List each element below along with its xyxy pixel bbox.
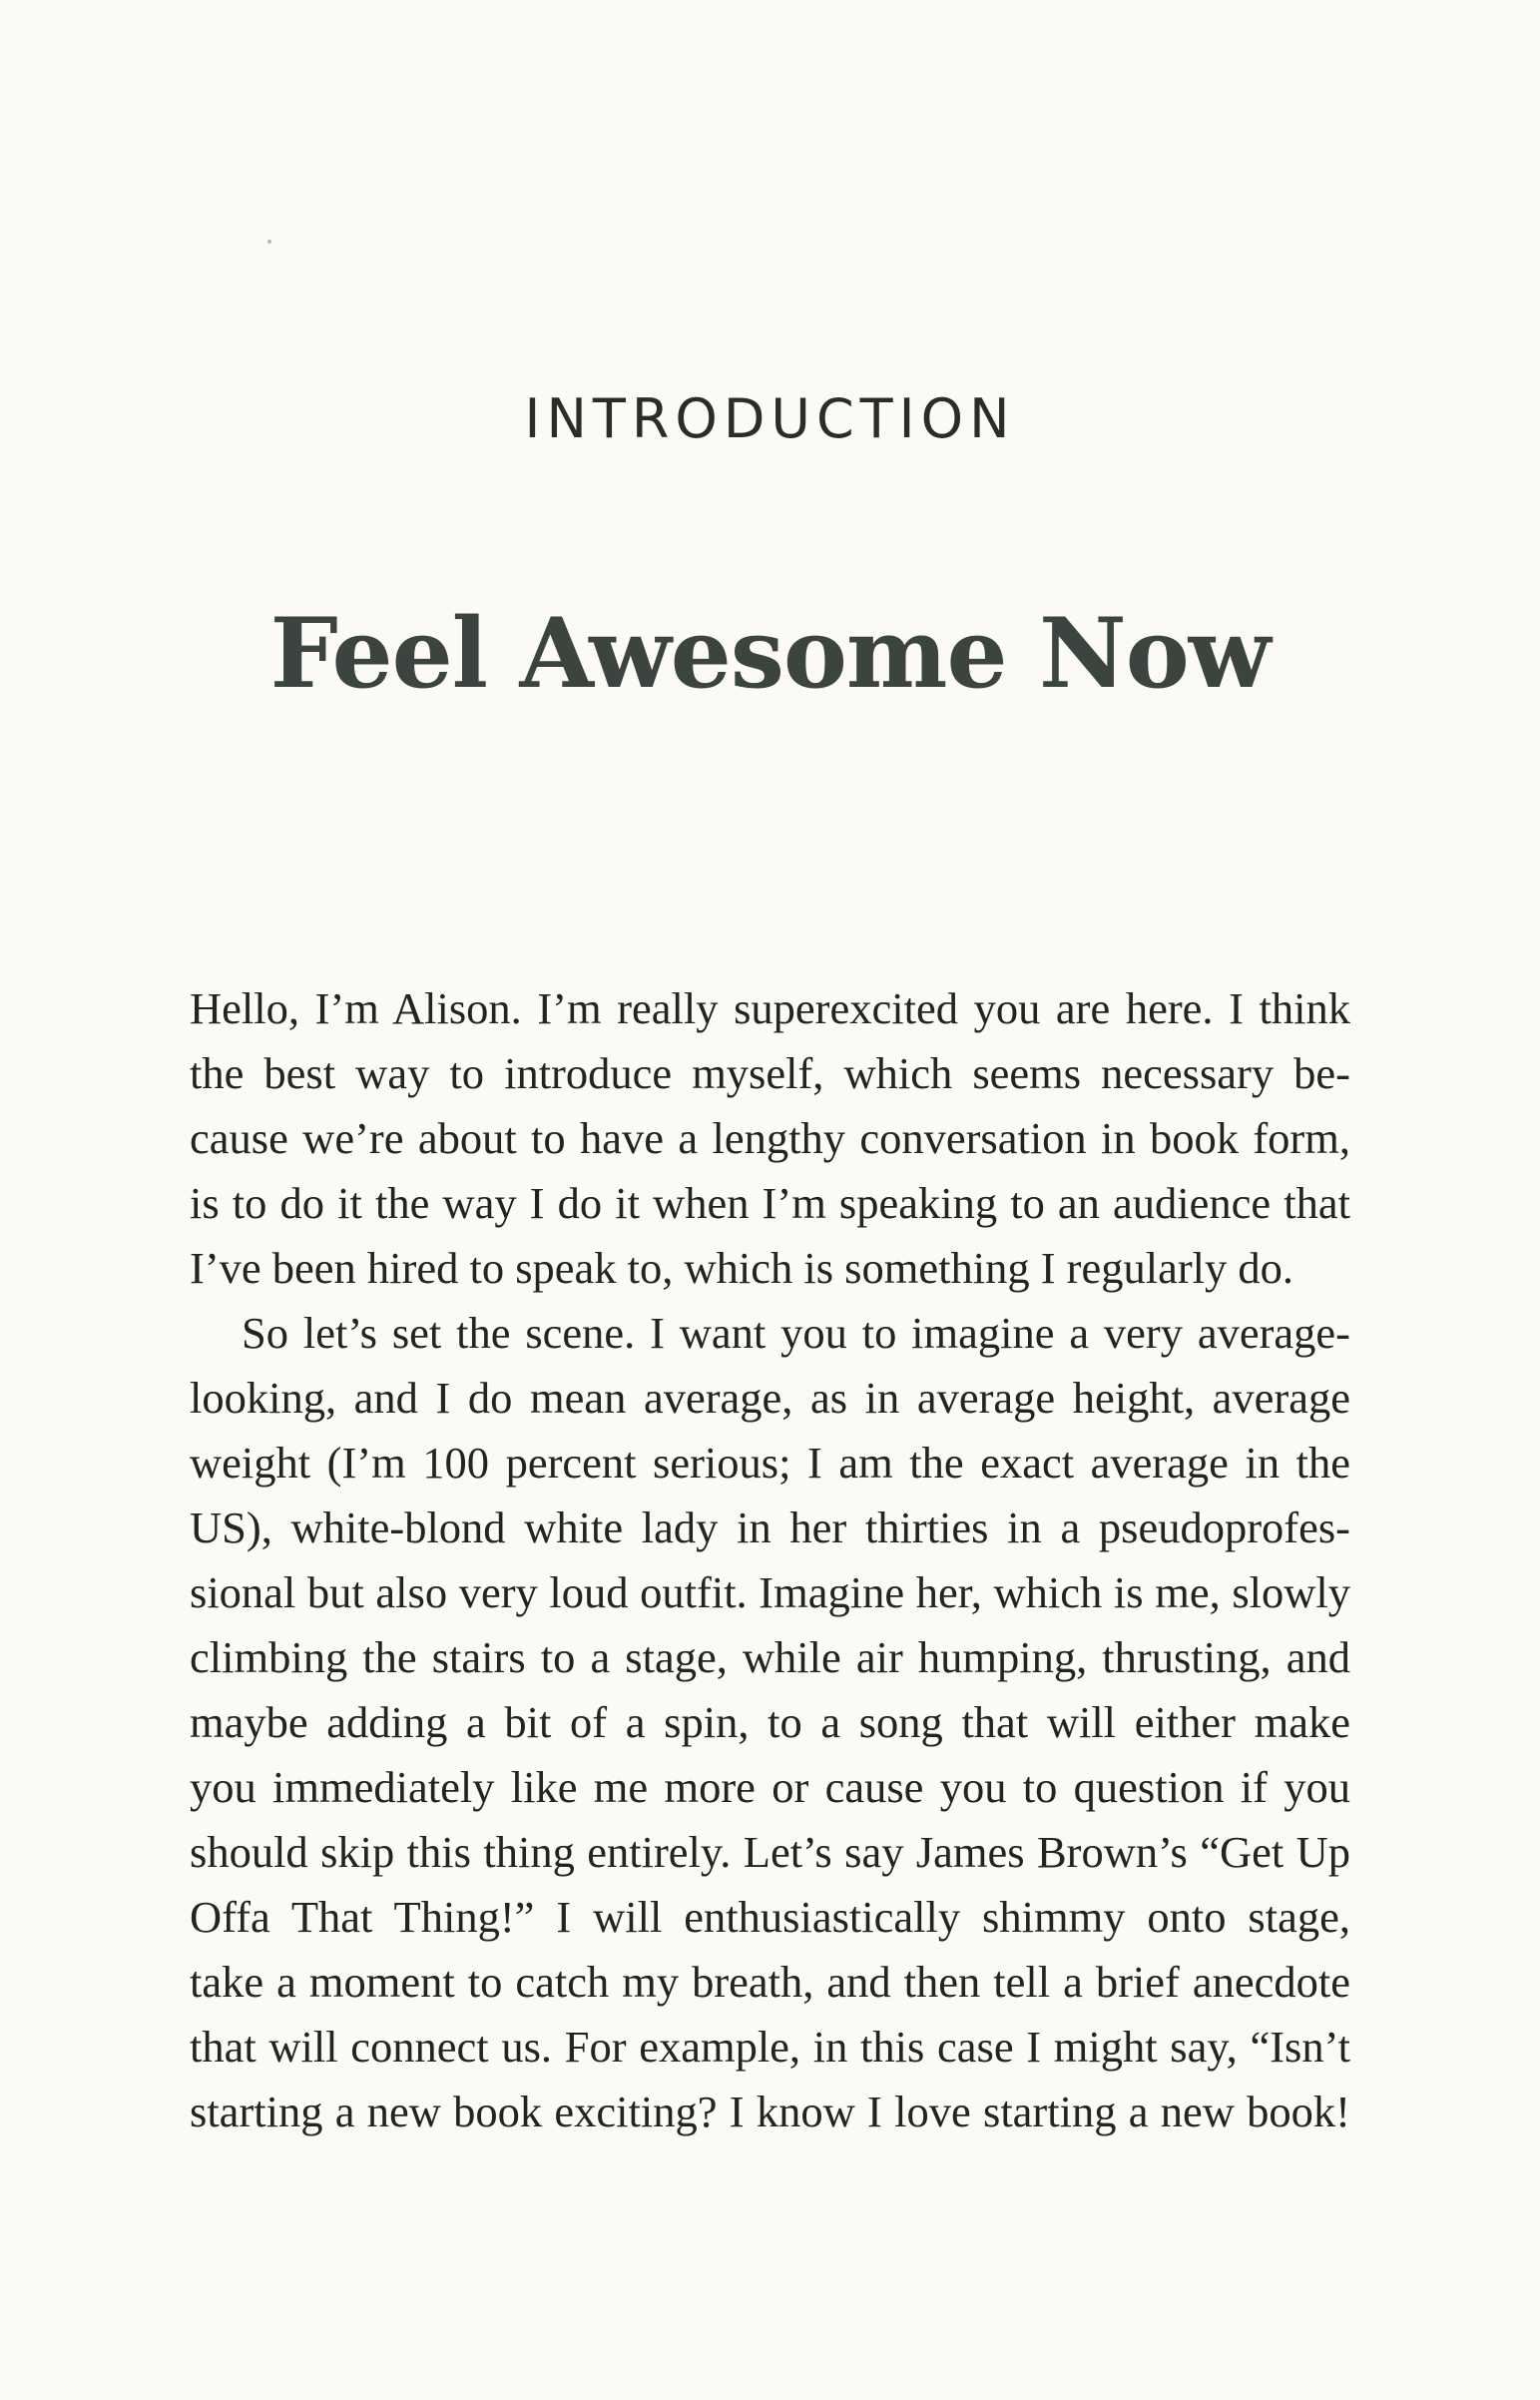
text-line: I’ve been hired to speak to, which is something I regularly do. — [190, 1243, 1294, 1293]
text-line: you immediately like me more or cause you to question if you — [190, 1762, 1350, 1812]
paper-speck — [267, 240, 271, 244]
text-line: should skip this thing entirely. Let’s say James Brown’s “Get Up — [190, 1827, 1350, 1877]
text-line: weight (I’m 100 percent serious; I am the exact average in the — [190, 1438, 1350, 1488]
text-line: that will connect us. For example, in this case I might say, “Isn’t — [190, 2022, 1350, 2072]
paragraph — [190, 1301, 1350, 2144]
paragraph — [190, 976, 1350, 1301]
text-line: Offa That Thing!” I will enthusiastically shimmy onto stage, — [190, 1892, 1350, 1942]
chapter-title: Feel Awesome Now — [269, 597, 1271, 710]
text-line: climbing the stairs to a stage, while air humping, thrusting, and — [190, 1632, 1350, 1682]
text-line: looking, and I do mean average, as in average height, average — [190, 1373, 1350, 1423]
text-line: maybe adding a bit of a spin, to a song that will either make — [190, 1697, 1350, 1747]
body-text — [190, 976, 1350, 2144]
text-line: the best way to introduce myself, which seems necessary be- — [190, 1048, 1350, 1098]
text-line: sional but also very loud outfit. Imagine her, which is me, slowly — [190, 1567, 1350, 1617]
text-line: is to do it the way I do it when I’m speaking to an audience that — [190, 1178, 1350, 1228]
text-line: US), white-blond white lady in her thirties in a pseudoprofes- — [190, 1502, 1350, 1552]
text-line: Hello, I’m Alison. I’m really superexcited you are here. I think — [190, 983, 1350, 1033]
text-line: So let’s set the scene. I want you to imagine a very average- — [242, 1308, 1350, 1358]
text-line: cause we’re about to have a lengthy conversation in book form, — [190, 1113, 1350, 1163]
text-line: starting a new book exciting? I know I love starting a new book! — [190, 2087, 1350, 2136]
section-label: INTRODUCTION — [524, 387, 1016, 450]
text-line: take a moment to catch my breath, and then tell a brief anecdote — [190, 1957, 1350, 2007]
